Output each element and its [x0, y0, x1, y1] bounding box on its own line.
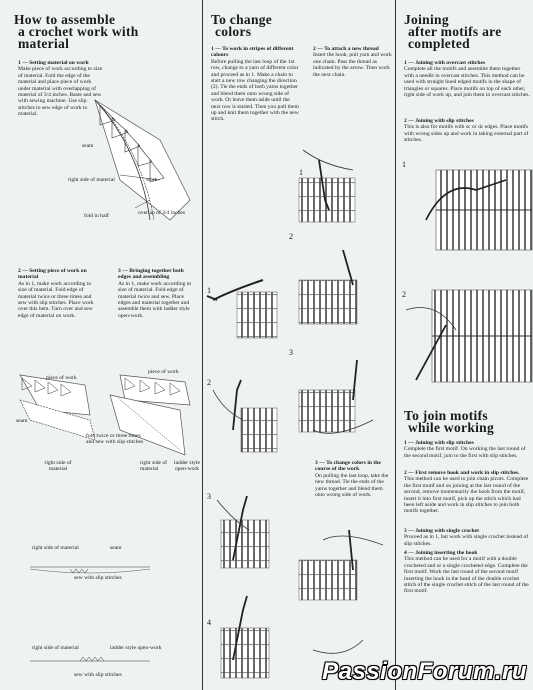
fig-number-r1: 1 [299, 168, 303, 177]
label-seam: seam [82, 143, 94, 149]
section-body: Proceed as in 1, but work with single crochet instead of slip stitches. [404, 534, 529, 547]
section-body: On pulling the last loop, take the new thread. Tie the ends of the yarns together and blend them onto wrong side of work. [315, 472, 389, 499]
section-heading: 4 — Joining inserting the hook [404, 550, 478, 556]
section-heading: 2 — Setting piece of work on material [18, 268, 87, 281]
section-heading: 3 — Bringing together both edges and assembling [118, 268, 184, 281]
join-fig-number-1: 1 [402, 160, 406, 169]
fig-number-r2: 2 [289, 232, 293, 241]
label-ladder: ladder style open-work [174, 460, 200, 473]
section-body: This is also for motifs with sc or dc edges. Place motifs with wrong sides up and work in taking external part of stitches. [404, 124, 529, 144]
crochet-figures [203, 0, 395, 690]
title-line-2: colors [215, 24, 252, 39]
column-change-colors [202, 0, 395, 690]
label-fold-twice: fold twice or three times and sew with slip stitches [86, 433, 144, 446]
assemble-title [14, 14, 194, 50]
section-body: Complete all the motifs and assemble them together with a needle in overcast stitches. This method can be used with straight lined edged motifs in the shape of triangles or squares. Place motifs on top of each other, right side of work up, and join them in overcast stitches. [404, 66, 530, 99]
fig-number-1: 1 [207, 286, 211, 295]
title-line-1: To change [211, 12, 273, 27]
section-heading: 1 — Joining with overcast stitches [404, 60, 486, 66]
title-line-2: a crochet work with [18, 24, 139, 39]
label-piece-left: piece of work [46, 375, 77, 381]
section-body: This method can be used to join chain pícots. Complete the first motif and on joining at the last round of the second, remove momentarily the hook from the motif, insert it into first motif, pick up the stitch which had been left aside and work in slip stitches to join both motifs together. [404, 476, 529, 515]
label-d4-ladder: ladder style open-work [110, 645, 162, 651]
joining-figures [396, 150, 533, 400]
join-while-working-title [404, 410, 494, 434]
section-heading: 1 — Setting material on work [18, 60, 89, 66]
section-heading: 3 — To change colors in the course of the work [315, 460, 381, 473]
joining-title [404, 14, 502, 50]
section-heading: 2 — To attach a new thread [313, 46, 379, 52]
joining-section-1 [404, 60, 530, 98]
join-section-2 [404, 470, 530, 515]
label-right-side-mid: right side of material [140, 460, 168, 473]
join-section-3 [404, 528, 530, 547]
label-d3-seam: seam [110, 545, 122, 551]
join-section-1 [404, 440, 530, 459]
section-heading: 2 — Joining with slip stitches [404, 118, 474, 124]
title2-line-1: To join motifs [404, 408, 488, 423]
label-seam-2: seam [16, 418, 28, 424]
watermark: PassionForum.ru [322, 658, 527, 685]
fig-number-2: 2 [207, 378, 211, 387]
title-line-1: Joining [404, 12, 449, 27]
title-line-3: completed [408, 36, 470, 51]
assemble-section-2 [18, 268, 100, 319]
title-line-3: material [18, 36, 70, 51]
label-right-side: right side of material [68, 177, 115, 183]
label-d3-right-side: right side of material [32, 545, 79, 551]
section-body: As in 1, make work according to size of material. Fold edge of material twice and sew. Place edges and material together and assemble them with ladder style open-work. [118, 280, 192, 319]
title2-line-2: while working [408, 420, 495, 435]
label-d3-slip: sew with slip stitches [74, 575, 122, 581]
joining-section-2 [404, 118, 530, 144]
label-d4-right-side: right side of material [32, 645, 79, 651]
title-line-1: How to assemble [14, 12, 116, 27]
section-body: This method can be used for a motif with a double crocheted and or a single crocheted edge. Complete the first motif. Work the last round of the second motif inserting the hook in the head of the double crochet stitch of the single crochet stitch of the last round of the first motif. [404, 556, 529, 595]
title-line-2: after motifs are [408, 24, 502, 39]
fig-number-3: 3 [207, 492, 211, 501]
section-body: As in 1, make work according to size of material. Fold edge of material twice or three times and sew with slip stitches. Place work over this hem. Turn over and sew edge of material on work. [18, 280, 94, 319]
label-piece-right: piece of work [148, 369, 179, 375]
section-heading: 1 — To work in stripes of different colours [211, 46, 294, 59]
section-heading: 1 — Joining with slip stitches [404, 440, 474, 446]
label-fold-half: fold in half [84, 213, 109, 219]
fig-number-4: 4 [207, 618, 211, 627]
label-overlap: overlap of 3/4 inches [138, 210, 186, 216]
section-heading: 3 — Joining with single crochet [404, 528, 479, 534]
label-work: work [146, 177, 158, 183]
label-right-side-left: right side of material [44, 460, 72, 473]
section-heading: 2 — First remove hook and work in slip stitches. [404, 470, 520, 476]
join-section-4 [404, 550, 530, 595]
section-body: Insert the hook, pull yarn and work one chain. Pass the thread as indicated by the arrow. Then work the next chain. [313, 52, 392, 78]
section-body: Before pulling the last loop of the 1st row, change to a yarn of different color and proceed as in 1. Make a chain to start a new row changing the direction (2). Tie the ends of both yarns together and blend them onto wrong side of work. Or leave them aside until the next row is started. Then you pull them up and knit them together with the new stitch. [211, 58, 299, 123]
join-fig-number-2: 2 [402, 290, 406, 299]
label-d4-slip: sew with slip stitches [74, 672, 122, 678]
assemble-section-3 [118, 268, 198, 319]
section-body: Make piece of work according to size of material. Fold the edge of the material and place piece of work under material with overlapping of material of 3/4 inches. Baste and sew with sewing machine. Use slip stitches to sew edge of work to material. [18, 66, 103, 118]
column-joining [395, 0, 533, 690]
column-assemble [0, 0, 200, 690]
section-body: Complete the first motif. On working the last round of the second motif, join to the first with slip stitches. [404, 446, 526, 459]
fig-number-r3: 3 [289, 348, 293, 357]
